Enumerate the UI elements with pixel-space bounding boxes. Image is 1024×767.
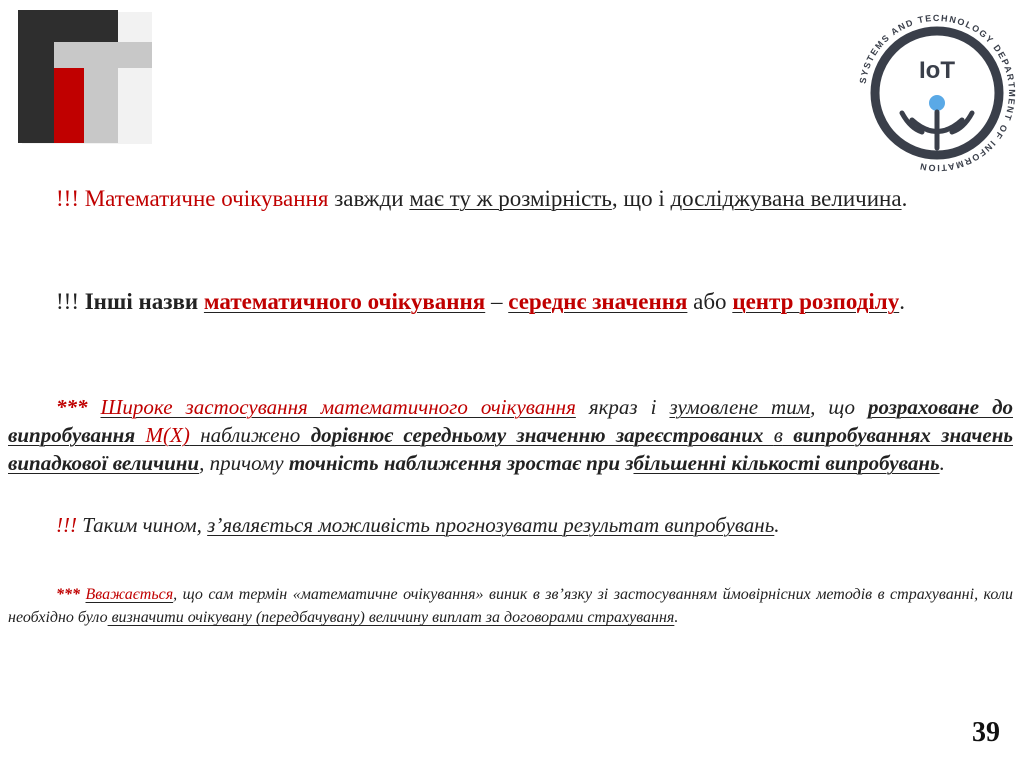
p2-text: –: [485, 289, 509, 314]
p5-text: .: [674, 609, 679, 626]
p1-underlined: досліджувана величина: [670, 186, 902, 211]
p1-lead: !!!: [56, 186, 85, 211]
iot-ring-text: SYSTEMS AND TECHNOLOGY DEPARTMENT OF INFORMATION: [857, 12, 1018, 174]
p3-bold-underlined: більшенні кількості випробувань: [633, 451, 940, 475]
p3-text: якраз і: [575, 395, 670, 419]
p4-lead: !!!: [56, 513, 83, 537]
p3-underlined: наближено: [189, 423, 311, 447]
p5-text: , що сам термін «математичне очікування» виник в зв’язку зі застосуванням ймовірнісних методів в страхуванні, коли необхідно було: [8, 586, 1014, 626]
p3-underlined: зумовлене тим: [669, 395, 811, 419]
p2-lead: !!!: [56, 289, 85, 314]
p2-text: або: [687, 289, 733, 314]
iot-dot-icon: [929, 95, 945, 111]
p1-underlined: має ту ж розмірність: [409, 186, 612, 211]
p3-lead: ***: [56, 395, 101, 419]
p3-term: Широке застосування математичного очікування: [100, 395, 576, 419]
p2-bold: Інші назви: [84, 289, 199, 314]
p3-text: , причому: [199, 451, 289, 475]
p2-term: середнє значення: [508, 289, 688, 314]
p3-text: .: [939, 451, 945, 475]
paragraph-dimension: [8, 182, 1013, 215]
p1-text: .: [901, 186, 908, 211]
paragraph-prediction: [8, 511, 1013, 539]
p4-text: .: [774, 513, 780, 537]
p5-term: Вважається: [85, 586, 174, 603]
p3-underlined: в: [773, 423, 783, 447]
p2-text: .: [899, 289, 905, 314]
p3-bold-underlined: розраховане до випробування: [8, 395, 1014, 447]
p4-text: Таким чином,: [82, 513, 208, 537]
p4-underlined: з’являється можливість прогнозувати результат випробувань: [207, 513, 775, 537]
p1-text: завжди: [328, 186, 410, 211]
p3-text: , що: [810, 395, 868, 419]
p3-bold: точність наближення зростає при з: [288, 451, 634, 475]
iot-center-text: IoT: [919, 57, 955, 84]
p3-formula: M(X): [145, 423, 190, 447]
p3-bold-underlined: дорівнює середньому значенню зареєстрованих: [310, 423, 774, 447]
p2-term: центр розподілу: [732, 289, 900, 314]
p2-term: математичного очікування: [203, 289, 486, 314]
ft-logo: [0, 0, 160, 150]
p1-term: Математичне очікування: [84, 186, 329, 211]
paragraph-wide-application: [8, 393, 1013, 477]
p1-text: , що і: [611, 186, 671, 211]
paragraph-insurance-origin: [8, 583, 1013, 629]
paragraph-other-names: [8, 285, 1013, 318]
p5-lead: ***: [56, 586, 86, 603]
iot-department-logo: [852, 8, 1022, 178]
p3-bold-underlined: випробуваннях значень випадкової величини: [8, 423, 1013, 475]
p5-underlined: визначити очікувану (передбачувану) величину виплат за договорами страхування: [107, 609, 675, 626]
page-number: 39: [972, 717, 1000, 748]
